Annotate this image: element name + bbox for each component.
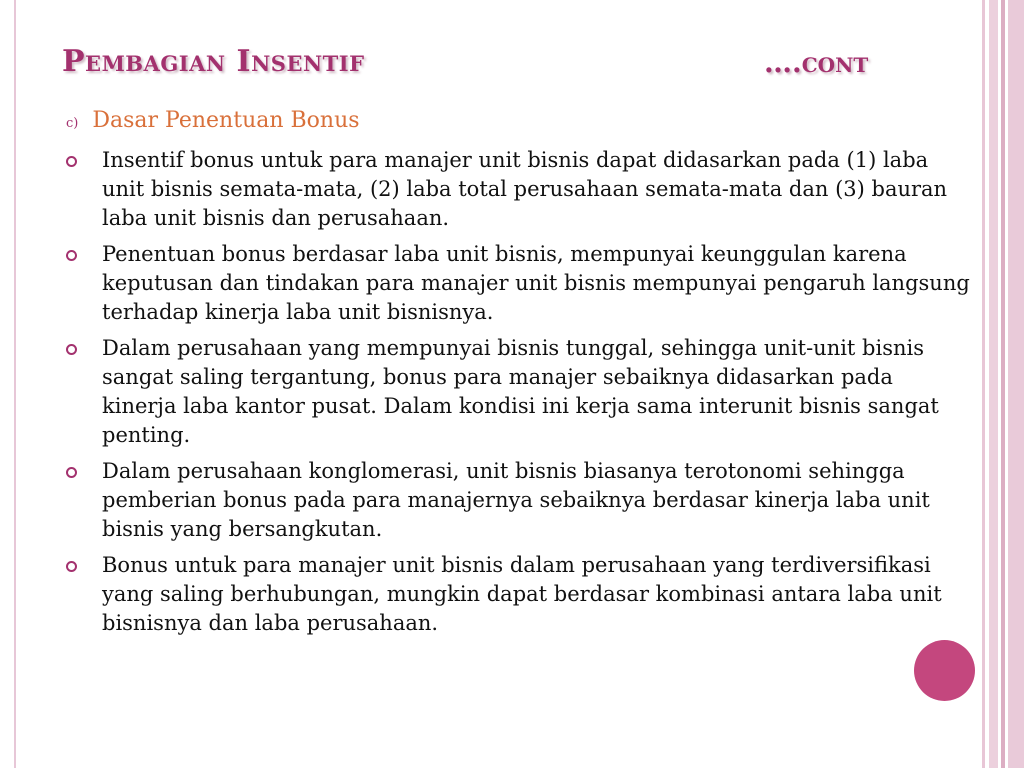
bullet-item	[62, 240, 972, 327]
bullet-list	[62, 146, 972, 645]
subheading-marker: c)	[66, 116, 79, 131]
bullet-circle-icon	[66, 467, 77, 478]
bullet-circle-icon	[66, 250, 77, 261]
bullet-item	[62, 334, 972, 450]
title-text: Pembagian Insentif	[62, 44, 365, 79]
bullet-item	[62, 551, 972, 638]
right-decorative-stripes	[978, 0, 1024, 768]
subheading-text: Dasar Penentuan Bonus	[92, 108, 360, 133]
left-border-line	[14, 0, 16, 768]
title-continued-text: ….cont	[764, 46, 869, 79]
stripe	[1008, 0, 1024, 768]
bullet-text: Bonus untuk para manajer unit bisnis dalam perusahaan yang terdiversifikasi yang saling berhubungan, mungkin dapat berdasar kombinasi antara laba unit bisnisnya dan laba perusahaan.	[102, 553, 942, 635]
subheading	[66, 108, 360, 133]
bullet-text: Dalam perusahaan yang mempunyai bisnis tunggal, sehingga unit-unit bisnis sangat saling tergantung, bonus para manajer sebaiknya didasarkan pada kinerja laba kantor pusat. Dalam kondisi ini kerja sama interunit bisnis sangat penting.	[102, 336, 939, 447]
bullet-item	[62, 457, 972, 544]
slide-title	[62, 44, 892, 92]
bullet-circle-icon	[66, 561, 77, 572]
bullet-text: Insentif bonus untuk para manajer unit bisnis dapat didasarkan pada (1) laba unit bisnis semata-mata, (2) laba total perusahaan semata-mata dan (3) bauran laba unit bisnis dan perusahaan.	[102, 148, 948, 230]
bullet-circle-icon	[66, 344, 77, 355]
bullet-text: Dalam perusahaan konglomerasi, unit bisnis biasanya terotonomi sehingga pemberian bonus pada para manajernya sebaiknya berdasar kinerja laba unit bisnis yang bersangkutan.	[102, 459, 930, 541]
bullet-item	[62, 146, 972, 233]
bullet-circle-icon	[66, 156, 77, 167]
stripe	[989, 0, 998, 768]
decorative-pink-circle	[914, 640, 975, 701]
bullet-text: Penentuan bonus berdasar laba unit bisnis, mempunyai keunggulan karena keputusan dan tindakan para manajer unit bisnis mempunyai pengaruh langsung terhadap kinerja laba unit bisnisnya.	[102, 242, 970, 324]
